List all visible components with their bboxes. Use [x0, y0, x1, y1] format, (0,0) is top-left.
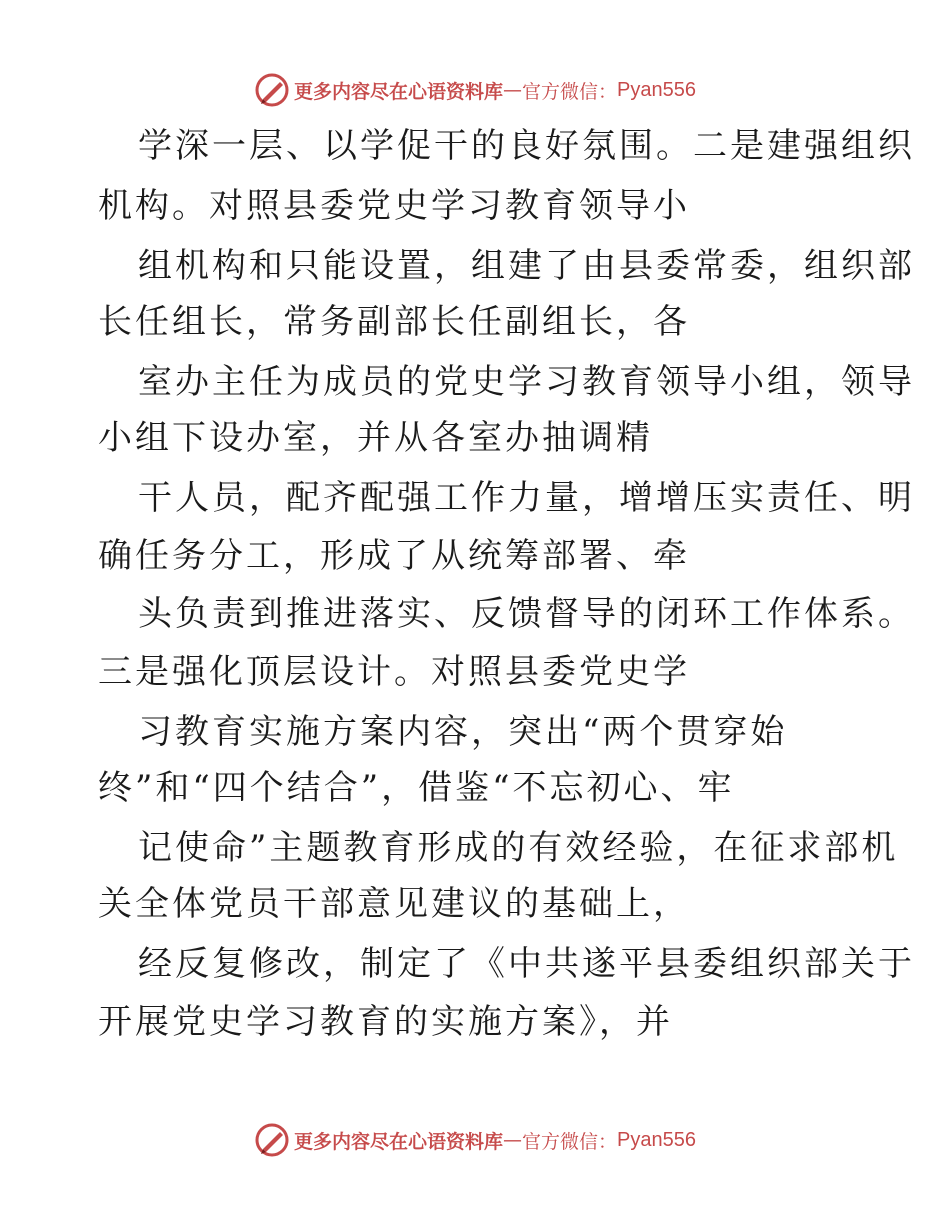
- header-watermark: [0, 70, 950, 110]
- footer-watermark: [0, 1120, 950, 1160]
- text-line: 习教育实施方案内容，突出“两个贯穿始: [138, 712, 788, 752]
- text-line: 终”和“四个结合”，借鉴“不忘初心、牢: [98, 768, 735, 808]
- watermark-main-text: 更多内容尽在心语资料库: [294, 80, 504, 103]
- text-line: 记使命”主题教育形成的有效经验，在征求部机: [138, 828, 899, 868]
- text-line: 开展党史学习教育的实施方案》，并: [98, 1002, 673, 1042]
- text-line: 学深一层、以学促干的良好氛围。二是建强组织: [138, 126, 915, 166]
- pen-logo-icon: [254, 1122, 290, 1158]
- watermark-main-text: 更多内容尽在心语资料库: [294, 1130, 504, 1153]
- text-line: 室办主任为成员的党史学习教育领导小组，领导: [138, 362, 915, 402]
- text-line: 机构。对照县委党史学习教育领导小: [98, 186, 690, 226]
- text-line: 确任务分工，形成了从统筹部署、牵: [98, 536, 690, 576]
- watermark-wechat-id: Pyan556: [617, 78, 696, 101]
- watermark-wechat-id: Pyan556: [617, 1128, 696, 1151]
- text-line: 三是强化顶层设计。对照县委党史学: [98, 652, 690, 692]
- text-line: 干人员，配齐配强工作力量，增增压实责任、明: [138, 478, 915, 518]
- text-line: 小组下设办室，并从各室办抽调精: [98, 418, 653, 458]
- text-line: 经反复修改，制定了《中共遂平县委组织部关于: [138, 944, 915, 984]
- text-line: 头负责到推进落实、反馈督导的闭环工作体系。: [138, 594, 915, 634]
- text-line: 关全体党员干部意见建议的基础上，: [98, 884, 690, 924]
- watermark-dash: —: [503, 1129, 523, 1151]
- text-line: 长任组长，常务副部长任副组长，各: [98, 302, 690, 342]
- watermark-official-label: 官方微信：: [522, 80, 618, 103]
- watermark-dash: —: [503, 79, 523, 101]
- pen-logo-icon: [254, 72, 290, 108]
- watermark-official-label: 官方微信：: [522, 1130, 618, 1153]
- text-line: 组机构和只能设置，组建了由县委常委，组织部: [138, 246, 915, 286]
